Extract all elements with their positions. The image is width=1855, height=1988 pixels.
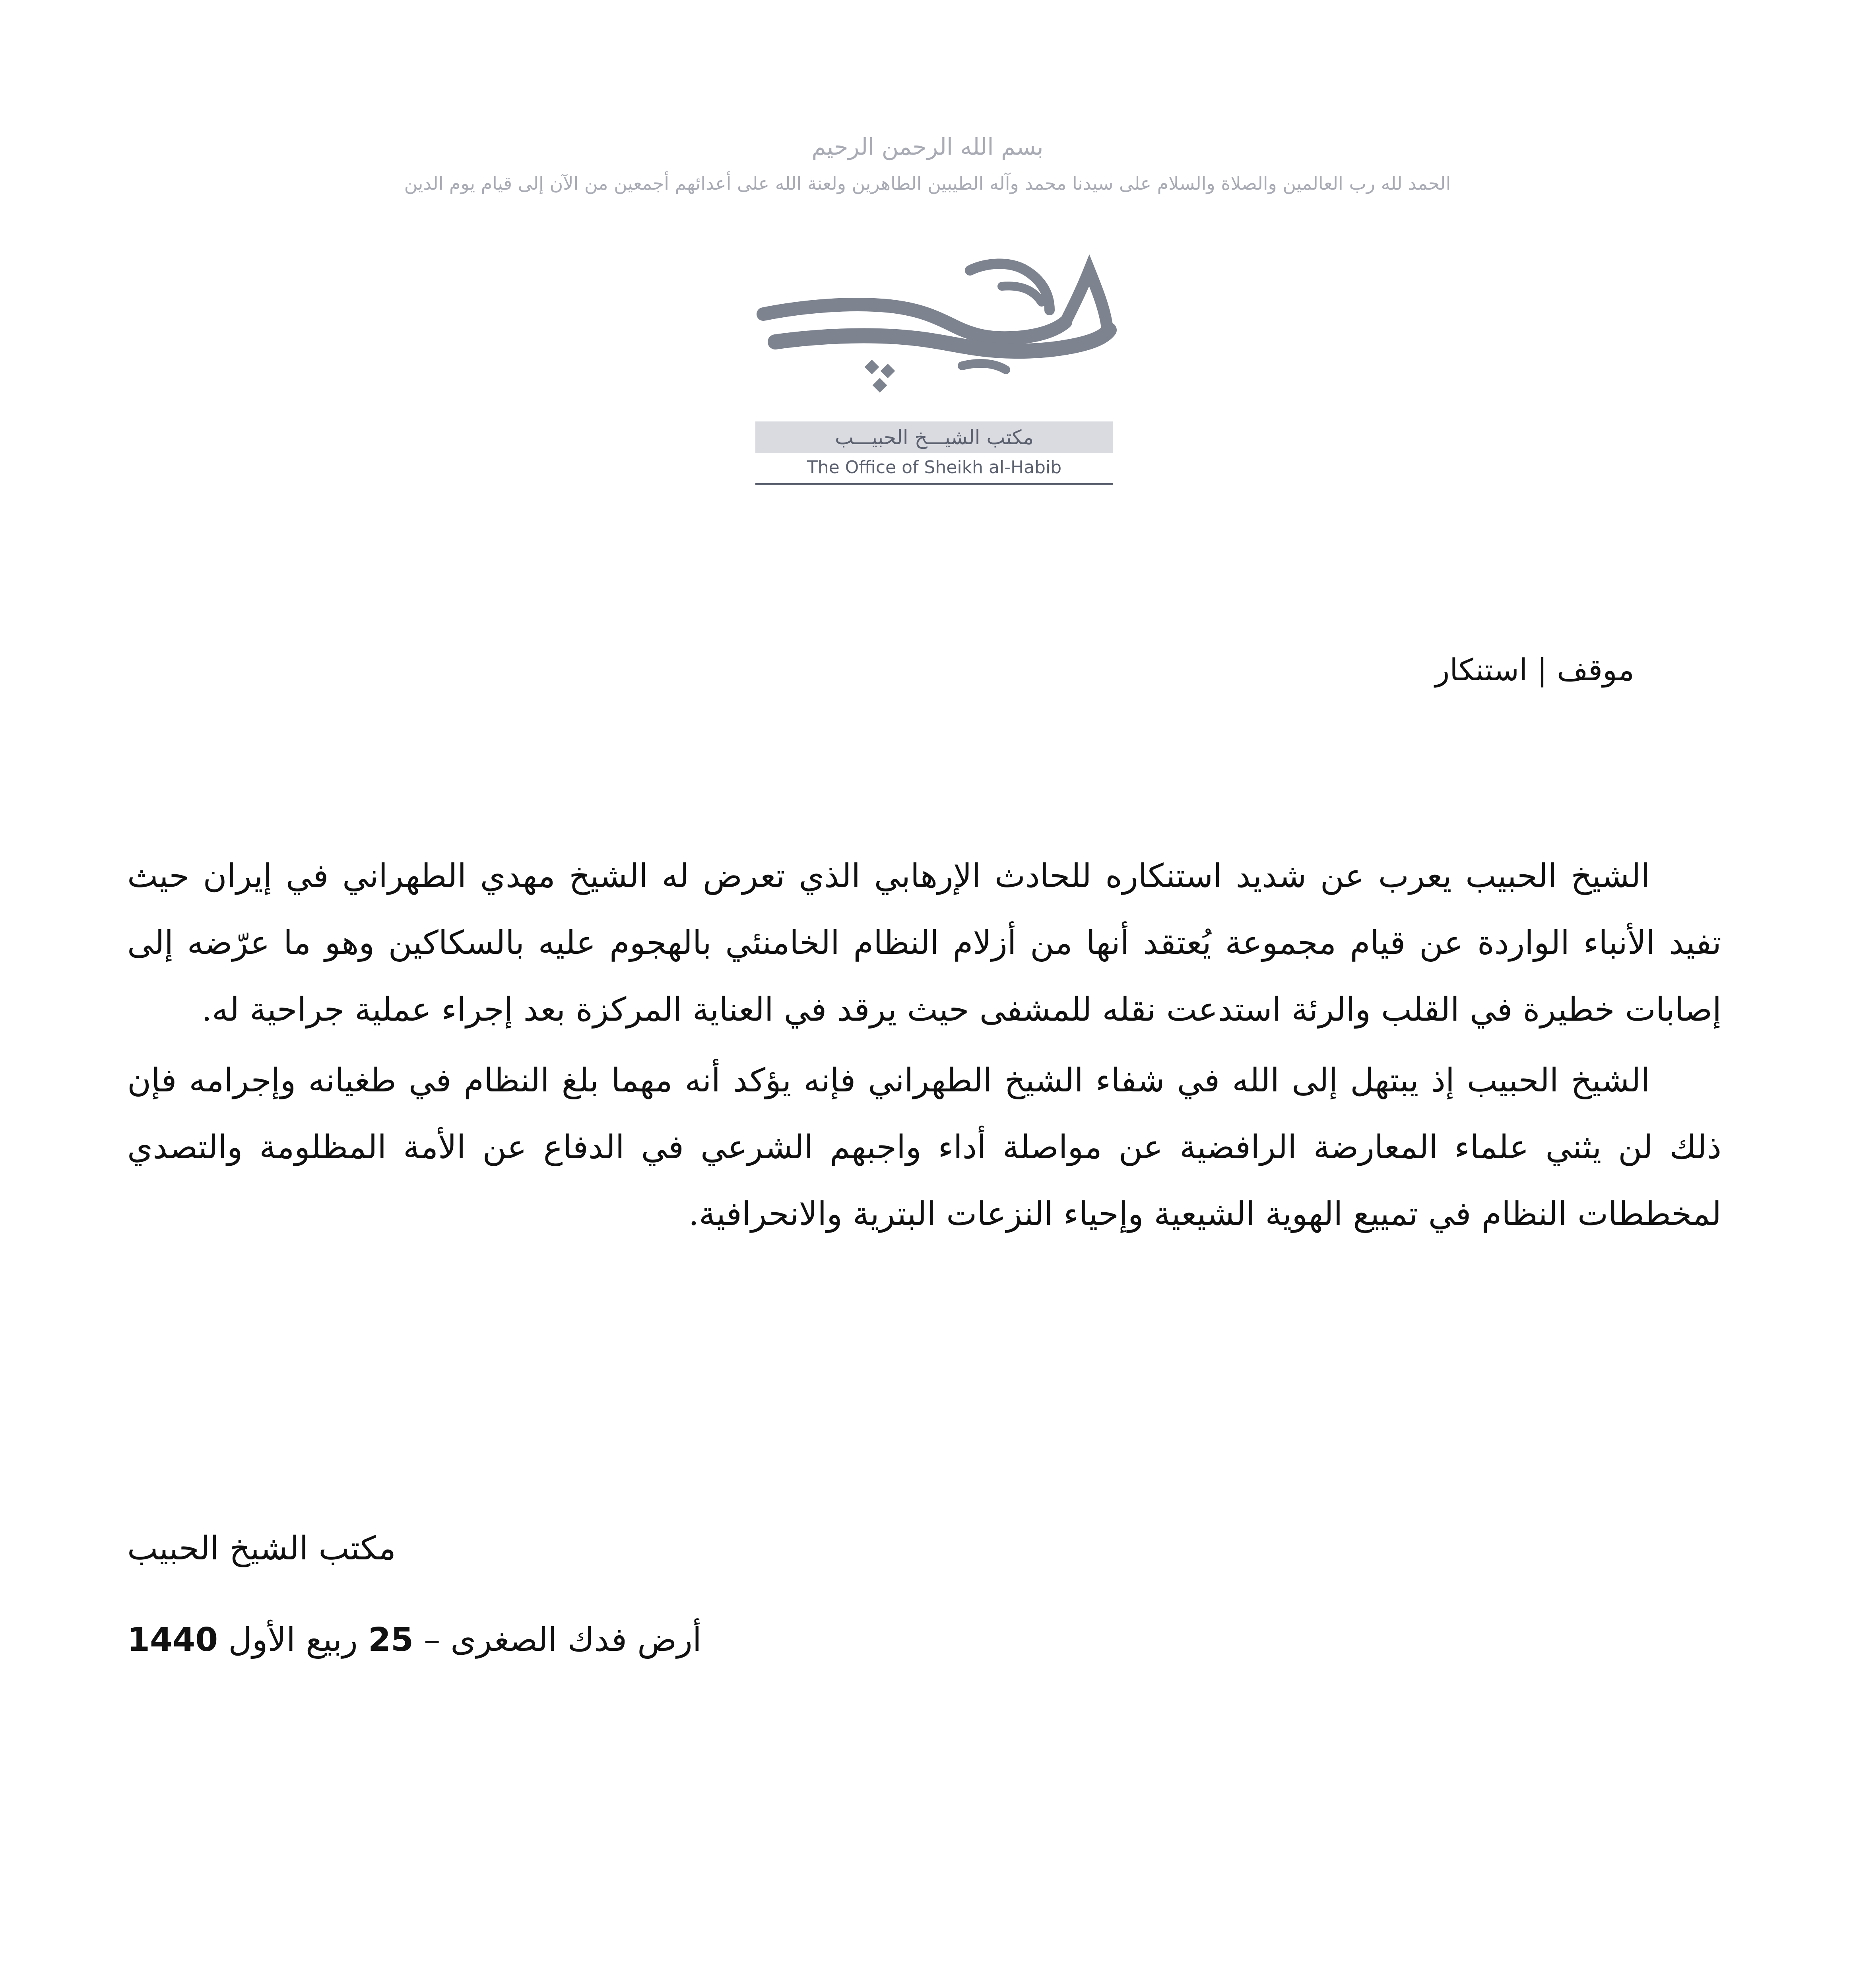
basmala: بسم الله الرحمن الرحيم [811, 133, 1044, 160]
signature-block [127, 1503, 1721, 1686]
paragraph: الشيخ الحبيب يعرب عن شديد استنكاره للحادث الإرهابي الذي تعرض له الشيخ مهدي الطهراني في إيران حيث تفيد الأنباء الواردة عن قيام مجموعة يُعتقد أنها من أزلام النظام الخامنئي بالهجوم عليه بالسكاكين وهو ما عرّضه إلى إصابات خطيرة في القلب والرئة استدعت نقله للمشفى حيث يرقد في العناية المركزة بعد إجراء عملية جراحية له. [127, 857, 1721, 1029]
document-heading: موقف | استنكار [1435, 652, 1634, 687]
office-logo [747, 247, 1121, 493]
date-day: 25 [368, 1621, 414, 1659]
letterhead [0, 135, 1855, 192]
signature-place: أرض فدك الصغرى [450, 1621, 702, 1659]
logo-english-caption: The Office of Sheikh al-Habib [755, 457, 1113, 485]
signature-office: مكتب الشيخ الحبيب [127, 1530, 396, 1567]
date-year: 1440 [127, 1621, 218, 1659]
logo-arabic-caption: مكتب الشيـــخ الحبيـــب [755, 421, 1113, 453]
invocation-line: الحمد لله رب العالمين والصلاة والسلام على سيدنا محمد وآله الطيبين الطاهرين ولعنة الله على أعدائهم أجمعين من الآن إلى قيام يوم الدين [404, 173, 1451, 194]
signature-date-line [127, 1594, 1721, 1686]
paragraph: الشيخ الحبيب إذ يبتهل إلى الله في شفاء الشيخ الطهراني فإنه يؤكد أنه مهما بلغ النظام في طغيانه وإجرامه فإن ذلك لن يثني علماء المعارضة الرافضية عن مواصلة أداء واجبهم الشرعي في الدفاع عن الأمة المظلومة والتصدي لمخططات النظام في تمييع الهوية الشيعية وإحياء النزعات البترية والانحرافية. [127, 1062, 1721, 1233]
calligraphy-logo-icon [747, 247, 1121, 414]
date-month: ربيع الأول [228, 1621, 358, 1659]
date-dash: – [424, 1621, 440, 1659]
statement-body [127, 843, 1721, 1252]
